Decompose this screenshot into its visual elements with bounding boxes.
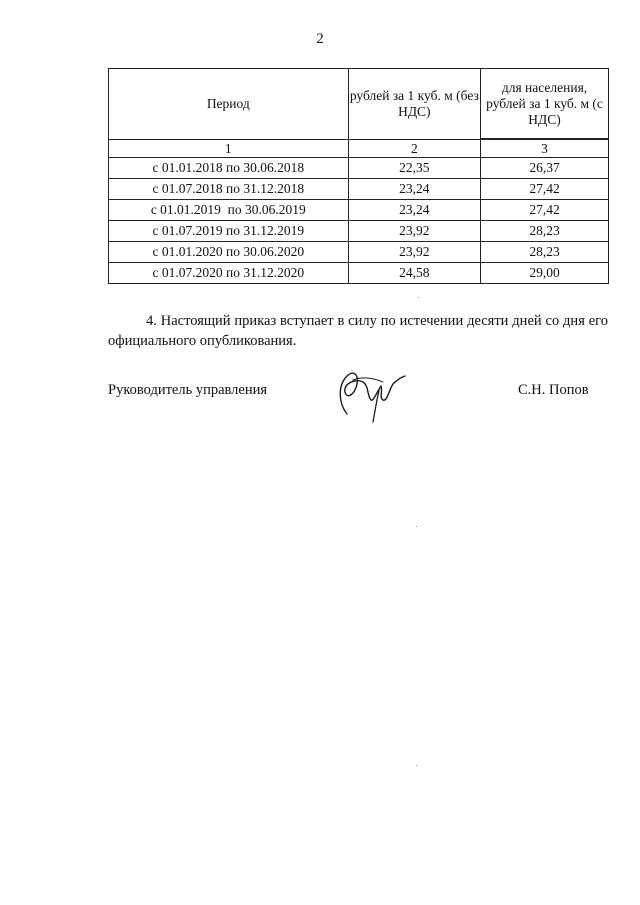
- header-price-without-vat: рублей за 1 куб. м (без НДС): [348, 69, 480, 140]
- price-without-vat-cell: 23,24: [348, 200, 480, 221]
- column-number: 3: [481, 139, 609, 158]
- scan-speck: [418, 297, 419, 298]
- price-without-vat-cell: 23,92: [348, 242, 480, 263]
- header-period: Период: [109, 69, 349, 140]
- page-number: 2: [316, 31, 324, 47]
- column-number: 2: [348, 139, 480, 158]
- signer-title: Руководитель управления: [108, 382, 268, 398]
- table-row: [109, 242, 609, 263]
- price-with-vat-cell: 29,00: [481, 263, 609, 284]
- price-without-vat-cell: 24,58: [348, 263, 480, 284]
- price-with-vat-cell: 27,42: [481, 179, 609, 200]
- table-header-row: [109, 69, 609, 140]
- column-number: 1: [109, 139, 349, 158]
- signer-name: С.Н. Попов: [518, 382, 589, 398]
- header-price-with-vat: для населения, рублей за 1 куб. м (с НДС): [481, 69, 609, 140]
- price-without-vat-cell: 23,24: [348, 179, 480, 200]
- period-cell: с 01.01.2019 по 30.06.2019: [109, 200, 349, 221]
- table-row: [109, 179, 609, 200]
- period-cell: с 01.07.2018 по 31.12.2018: [109, 179, 349, 200]
- price-with-vat-cell: 28,23: [481, 242, 609, 263]
- period-cell: с 01.07.2020 по 31.12.2020: [109, 263, 349, 284]
- table-row: [109, 263, 609, 284]
- column-number-row: [109, 139, 609, 158]
- price-without-vat-cell: 23,92: [348, 221, 480, 242]
- price-with-vat-cell: 26,37: [481, 158, 609, 179]
- table-row: [109, 158, 609, 179]
- period-cell: с 01.01.2018 по 30.06.2018: [109, 158, 349, 179]
- price-with-vat-cell: 28,23: [481, 221, 609, 242]
- period-cell: с 01.07.2019 по 31.12.2019: [109, 221, 349, 242]
- effective-date-paragraph: 4. Настоящий приказ вступает в силу по истечении десяти дней со дня его официального опубликования.: [108, 313, 608, 349]
- table-row: [109, 200, 609, 221]
- handwritten-signature: [333, 356, 413, 426]
- table-row: [109, 221, 609, 242]
- tariff-table: [108, 68, 609, 284]
- period-cell: с 01.01.2020 по 30.06.2020: [109, 242, 349, 263]
- scan-speck: [416, 526, 417, 527]
- price-without-vat-cell: 22,35: [348, 158, 480, 179]
- price-with-vat-cell: 27,42: [481, 200, 609, 221]
- scan-speck: [416, 765, 417, 766]
